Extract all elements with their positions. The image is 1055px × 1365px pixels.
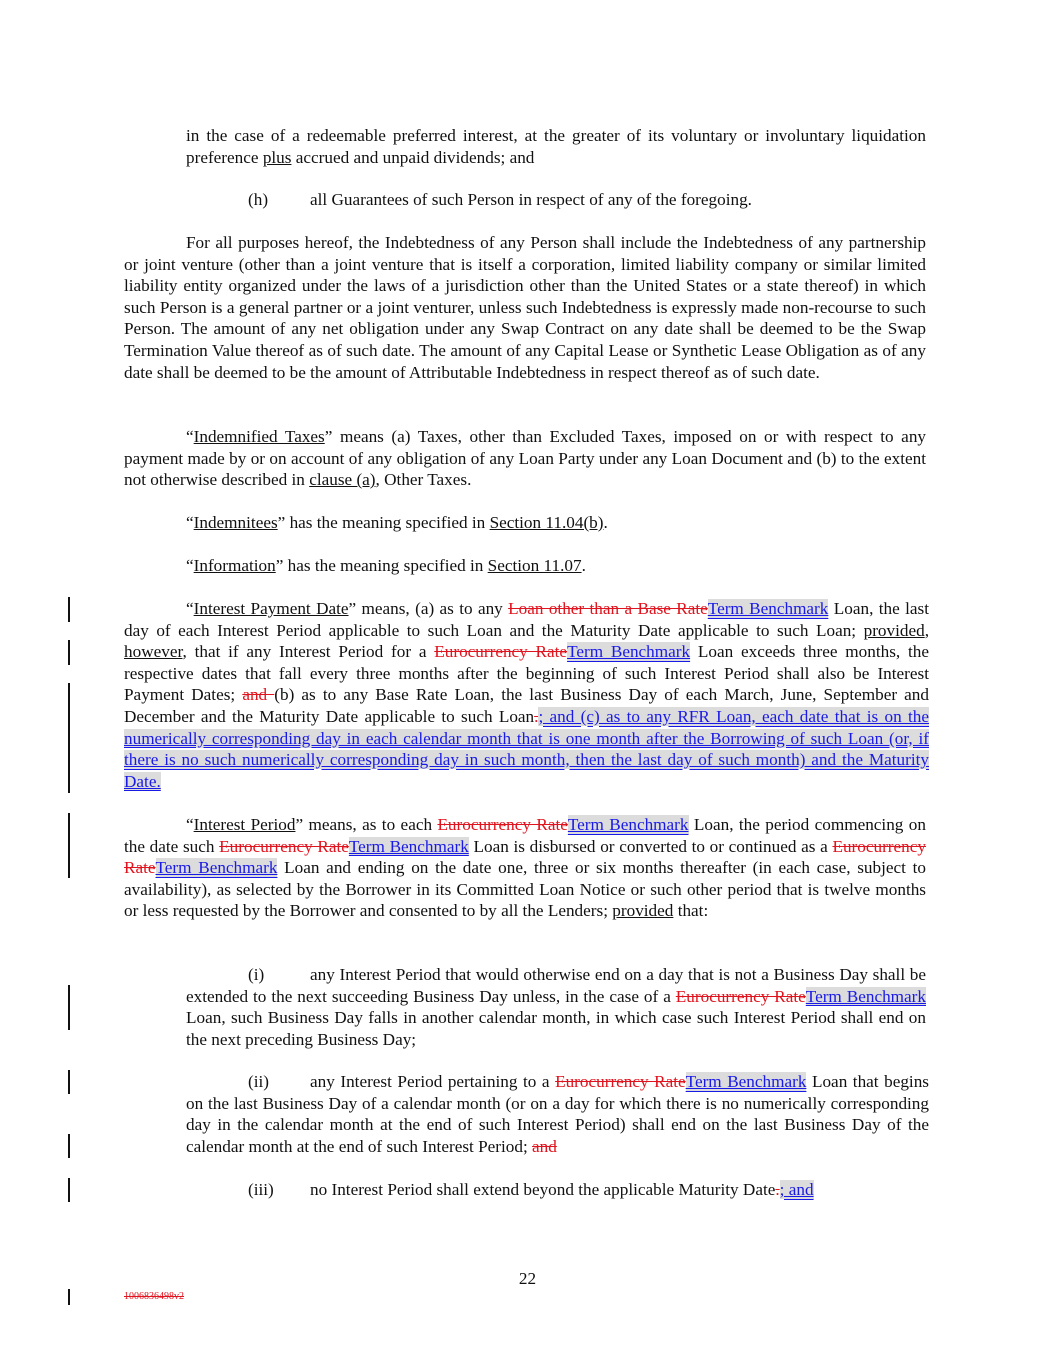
definition-text-end: . <box>581 556 586 575</box>
defined-term: Information <box>193 556 276 575</box>
definition-text: (b) as to any Base Rate Loan, the last Business Day of each March, June, September and December and the Maturity Date applicable to such Loan <box>124 685 929 726</box>
deleted-text: . <box>775 1180 780 1199</box>
deleted-text: Eurocurrency Rate <box>124 836 926 878</box>
item-text: Loan, such Business Day falls in another calendar month, in which case such Interest Period shall end on the next preceding Business Day; <box>186 1008 926 1049</box>
clause-h-text: all Guarantees of such Person in respect of any of the foregoing. <box>310 190 752 209</box>
deleted-text: Loan other than a Base Rate <box>508 599 708 618</box>
cross-reference: Section 11.07 <box>487 556 582 575</box>
definition-indemnified-taxes <box>124 426 926 491</box>
change-bar <box>68 813 70 878</box>
item-text: no Interest Period shall extend beyond the applicable Maturity Date <box>310 1180 776 1199</box>
change-bar <box>68 1134 70 1158</box>
definition-text: Loan is disbursed or converted to or continued as a <box>468 836 833 856</box>
page-number: 22 <box>518 1269 537 1288</box>
change-bar <box>68 1070 70 1094</box>
inserted-text: Term Benchmark <box>685 1072 807 1091</box>
item-ii <box>186 1071 929 1157</box>
deleted-text: and <box>242 685 275 705</box>
definition-indemnitees <box>124 512 926 534</box>
change-bar <box>68 985 70 1030</box>
inserted-text: Term Benchmark <box>707 599 829 618</box>
document-id: 1006836498v2 <box>124 1291 184 1302</box>
inserted-text: ; and <box>779 1180 814 1199</box>
purposes-text: For all purposes hereof, the Indebtedness of any Person shall include the Indebtedness of any partnership or joint venture (other than a joint venture that is itself a corporation, limited liability company or similar limited liability entity organized under the laws of a jurisdiction other than the United States or a state thereof) in which such Person is a general partner or a joint venturer, unless such Indebtedness is expressly made non-recourse to such Person. The amount of any net obligation under any Swap Contract on any date shall be deemed to be the Swap Termination Value thereof as of such date. The amount of any Capital Lease or Synthetic Lease Obligation as of any date shall be deemed to be the amount of Attributable Indebtedness in respect thereof as of such date. <box>124 233 926 382</box>
open-quote: “ <box>186 427 194 446</box>
definition-text: that: <box>673 901 709 921</box>
provided-term: provided <box>612 901 674 921</box>
item-label: (i) <box>248 965 265 984</box>
item-text: any Interest Period pertaining to a <box>310 1072 556 1091</box>
item-label: (ii) <box>248 1072 269 1091</box>
however-term: however <box>124 642 183 662</box>
change-bar <box>68 1178 70 1202</box>
deleted-text: . <box>534 706 539 726</box>
change-bar <box>68 1289 70 1305</box>
defined-term: Interest Period <box>193 815 296 834</box>
clause-g-text-end: accrued and unpaid dividends; and <box>291 147 535 167</box>
open-quote: “ <box>186 513 194 532</box>
change-bar <box>68 683 70 793</box>
item-text: Loan that begins on the last Business Day of a calendar month (or on a day for which there is no numerically corresponding day in the calendar month at the end of such Interest Period) shall end on the last Business Day of the calendar month at the end of such Interest Period; <box>186 1072 929 1156</box>
item-label: (iii) <box>248 1180 274 1199</box>
inserted-text: ; and (c) as to any RFR Loan, each date that is on the numerically corresponding day in each calendar month that is one month after the Borrowing of such Loan (or, if there is no such numerically corresponding day in such month, then the last day of such month) and the Maturity Date. <box>124 706 929 791</box>
definition-text: ” has the meaning specified in <box>277 513 490 532</box>
definition-interest-payment-date <box>124 598 929 792</box>
definition-text: Loan and ending on the date one, three or six months thereafter (in each case, subject to availability), as selected by the Borrower in its Committed Loan Notice or such other period that is twelve months or less requested by the Borrower and consented to by all the Lenders; <box>124 858 926 921</box>
clause-g-continuation <box>186 125 926 168</box>
inserted-text: Term Benchmark <box>805 986 926 1006</box>
provided-term: provided <box>863 620 925 640</box>
deleted-text: Eurocurrency Rate <box>437 815 568 834</box>
definition-text: Loan, the last day of each Interest Period applicable to such Loan and the Maturity Date applicable to such Loan; <box>124 599 929 640</box>
definition-text: ” means, as to each <box>295 815 438 834</box>
item-iii <box>248 1179 928 1201</box>
definition-interest-period <box>124 814 926 922</box>
item-i <box>186 964 926 1050</box>
item-text: any Interest Period that would otherwise end on a day that is not a Business Day shall be extended to the next succeeding Business Day unless, in the case of a <box>186 965 926 1006</box>
inserted-text: Term Benchmark <box>155 858 278 878</box>
open-quote: “ <box>186 556 194 575</box>
inserted-text: Term Benchmark <box>348 836 469 856</box>
defined-term: Indemnified Taxes <box>193 427 325 446</box>
definition-information <box>124 555 926 577</box>
change-bar <box>68 640 70 665</box>
deleted-text: Eurocurrency Rate <box>675 986 806 1006</box>
deleted-text: and <box>532 1136 557 1156</box>
clause-g-text: in the case of a redeemable preferred interest, at the greater of its voluntary or involuntary liquidation preference <box>186 126 926 167</box>
definition-text-end: , Other Taxes. <box>375 470 472 490</box>
purposes-paragraph <box>124 232 926 383</box>
cross-reference: Section 11.04(b) <box>489 513 604 532</box>
plus-term: plus <box>262 147 292 167</box>
cross-reference: clause (a) <box>309 470 376 490</box>
definition-text: ” has the meaning specified in <box>275 556 488 575</box>
deleted-text: Eurocurrency Rate <box>219 836 349 856</box>
open-quote: “ <box>186 599 194 618</box>
clause-h-label: (h) <box>248 190 269 209</box>
deleted-text: Eurocurrency Rate <box>555 1072 686 1091</box>
defined-term: Indemnitees <box>193 513 278 532</box>
definition-text: Loan, the period commencing on the date such <box>124 815 926 856</box>
inserted-text: Term Benchmark <box>567 642 691 662</box>
definition-text: Loan exceeds three months, the respective dates that fall every three months after the beginning of such Interest Period shall also be Interest Payment Dates; <box>124 642 929 705</box>
inserted-text: Term Benchmark <box>567 815 689 834</box>
defined-term: Interest Payment Date <box>193 599 349 618</box>
change-bar <box>68 597 70 622</box>
deleted-text: Eurocurrency Rate <box>434 642 568 662</box>
definition-text-end: . <box>603 513 608 532</box>
open-quote: “ <box>186 815 194 834</box>
definition-text: , that if any Interest Period for a <box>182 642 435 662</box>
definition-text: , <box>924 620 929 640</box>
clause-h <box>248 189 928 211</box>
definition-text: ” means (a) Taxes, other than Excluded Taxes, imposed on or with respect to any payment made by or on account of any obligation of any Loan Party under any Loan Document and (b) to the extent not otherwise described in <box>124 427 927 490</box>
definition-text: ” means, (a) as to any <box>348 599 509 618</box>
